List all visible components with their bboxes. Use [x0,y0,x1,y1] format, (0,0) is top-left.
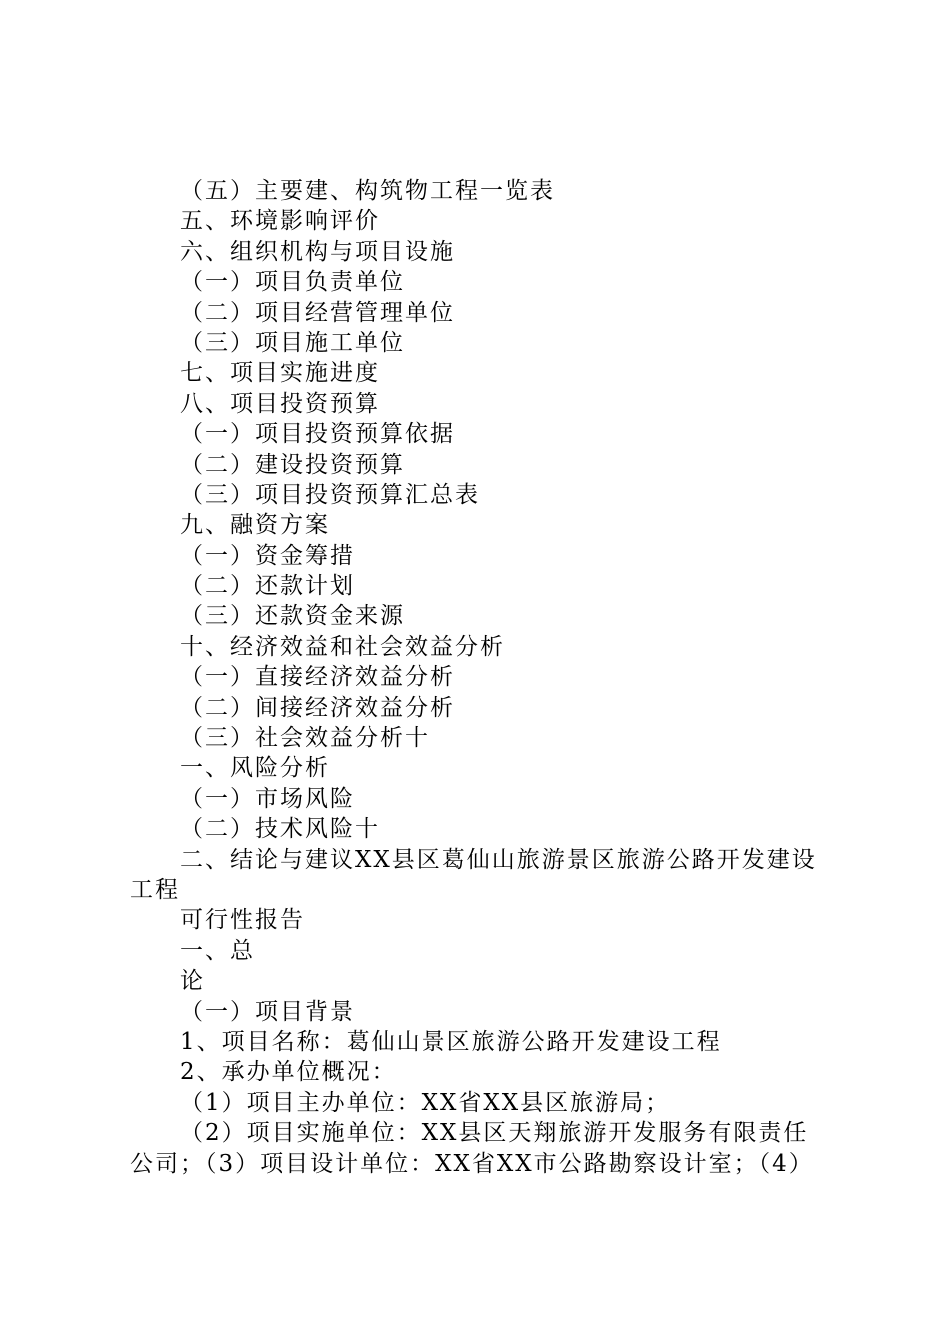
toc-line: （二）间接经济效益分析 [180,694,455,721]
toc-line: 一、风险分析 [180,755,330,782]
toc-line: 七、项目实施进度 [180,360,380,387]
toc-line: （一）直接经济效益分析 [180,664,455,691]
body-line: （2）项目实施单位：XX县区天翔旅游开发服务有限责任 [180,1120,809,1147]
toc-line: 十、经济效益和社会效益分析 [180,633,505,660]
document-body [130,176,835,1179]
toc-line: 九、融资方案 [180,512,330,539]
toc-line: 八、项目投资预算 [180,390,380,417]
toc-line: （二）项目经营管理单位 [180,299,455,326]
body-line: （1）项目主办单位：XX省XX县区旅游局； [180,1089,671,1116]
toc-line: （一）资金筹措 [180,542,355,569]
toc-line: （三）项目施工单位 [180,329,405,356]
body-line: 1、项目名称：葛仙山景区旅游公路开发建设工程 [180,1028,722,1055]
section-heading: 论 [180,968,205,995]
body-line: 2、承办单位概况： [180,1059,397,1086]
toc-line: （二）建设投资预算 [180,451,405,478]
subsection-heading: （一）项目背景 [180,998,355,1025]
toc-line: （三）社会效益分析十 [180,725,430,752]
body-line: 公司；（3）项目设计单位：XX省XX市公路勘察设计室；（4） [130,1150,814,1177]
toc-line: （二）还款计划 [180,573,355,600]
toc-line: （五）主要建、构筑物工程一览表 [180,178,555,204]
body-line: 工程 [130,876,180,903]
toc-line: （三）还款资金来源 [180,603,405,630]
toc-line: （二）技术风险十 [180,816,380,843]
toc-line: 二、结论与建议XX县区葛仙山旅游景区旅游公路开发建设 [180,846,817,873]
toc-line: 五、环境影响评价 [180,208,380,235]
toc-line: （一）市场风险 [180,785,355,812]
toc-line: （一）项目投资预算依据 [180,421,455,448]
toc-line: 六、组织机构与项目设施 [180,238,455,265]
toc-line: （一）项目负责单位 [180,269,405,296]
section-heading: 一、总 [180,937,255,964]
toc-line: （三）项目投资预算汇总表 [180,481,480,508]
report-title-line: 可行性报告 [180,907,305,934]
